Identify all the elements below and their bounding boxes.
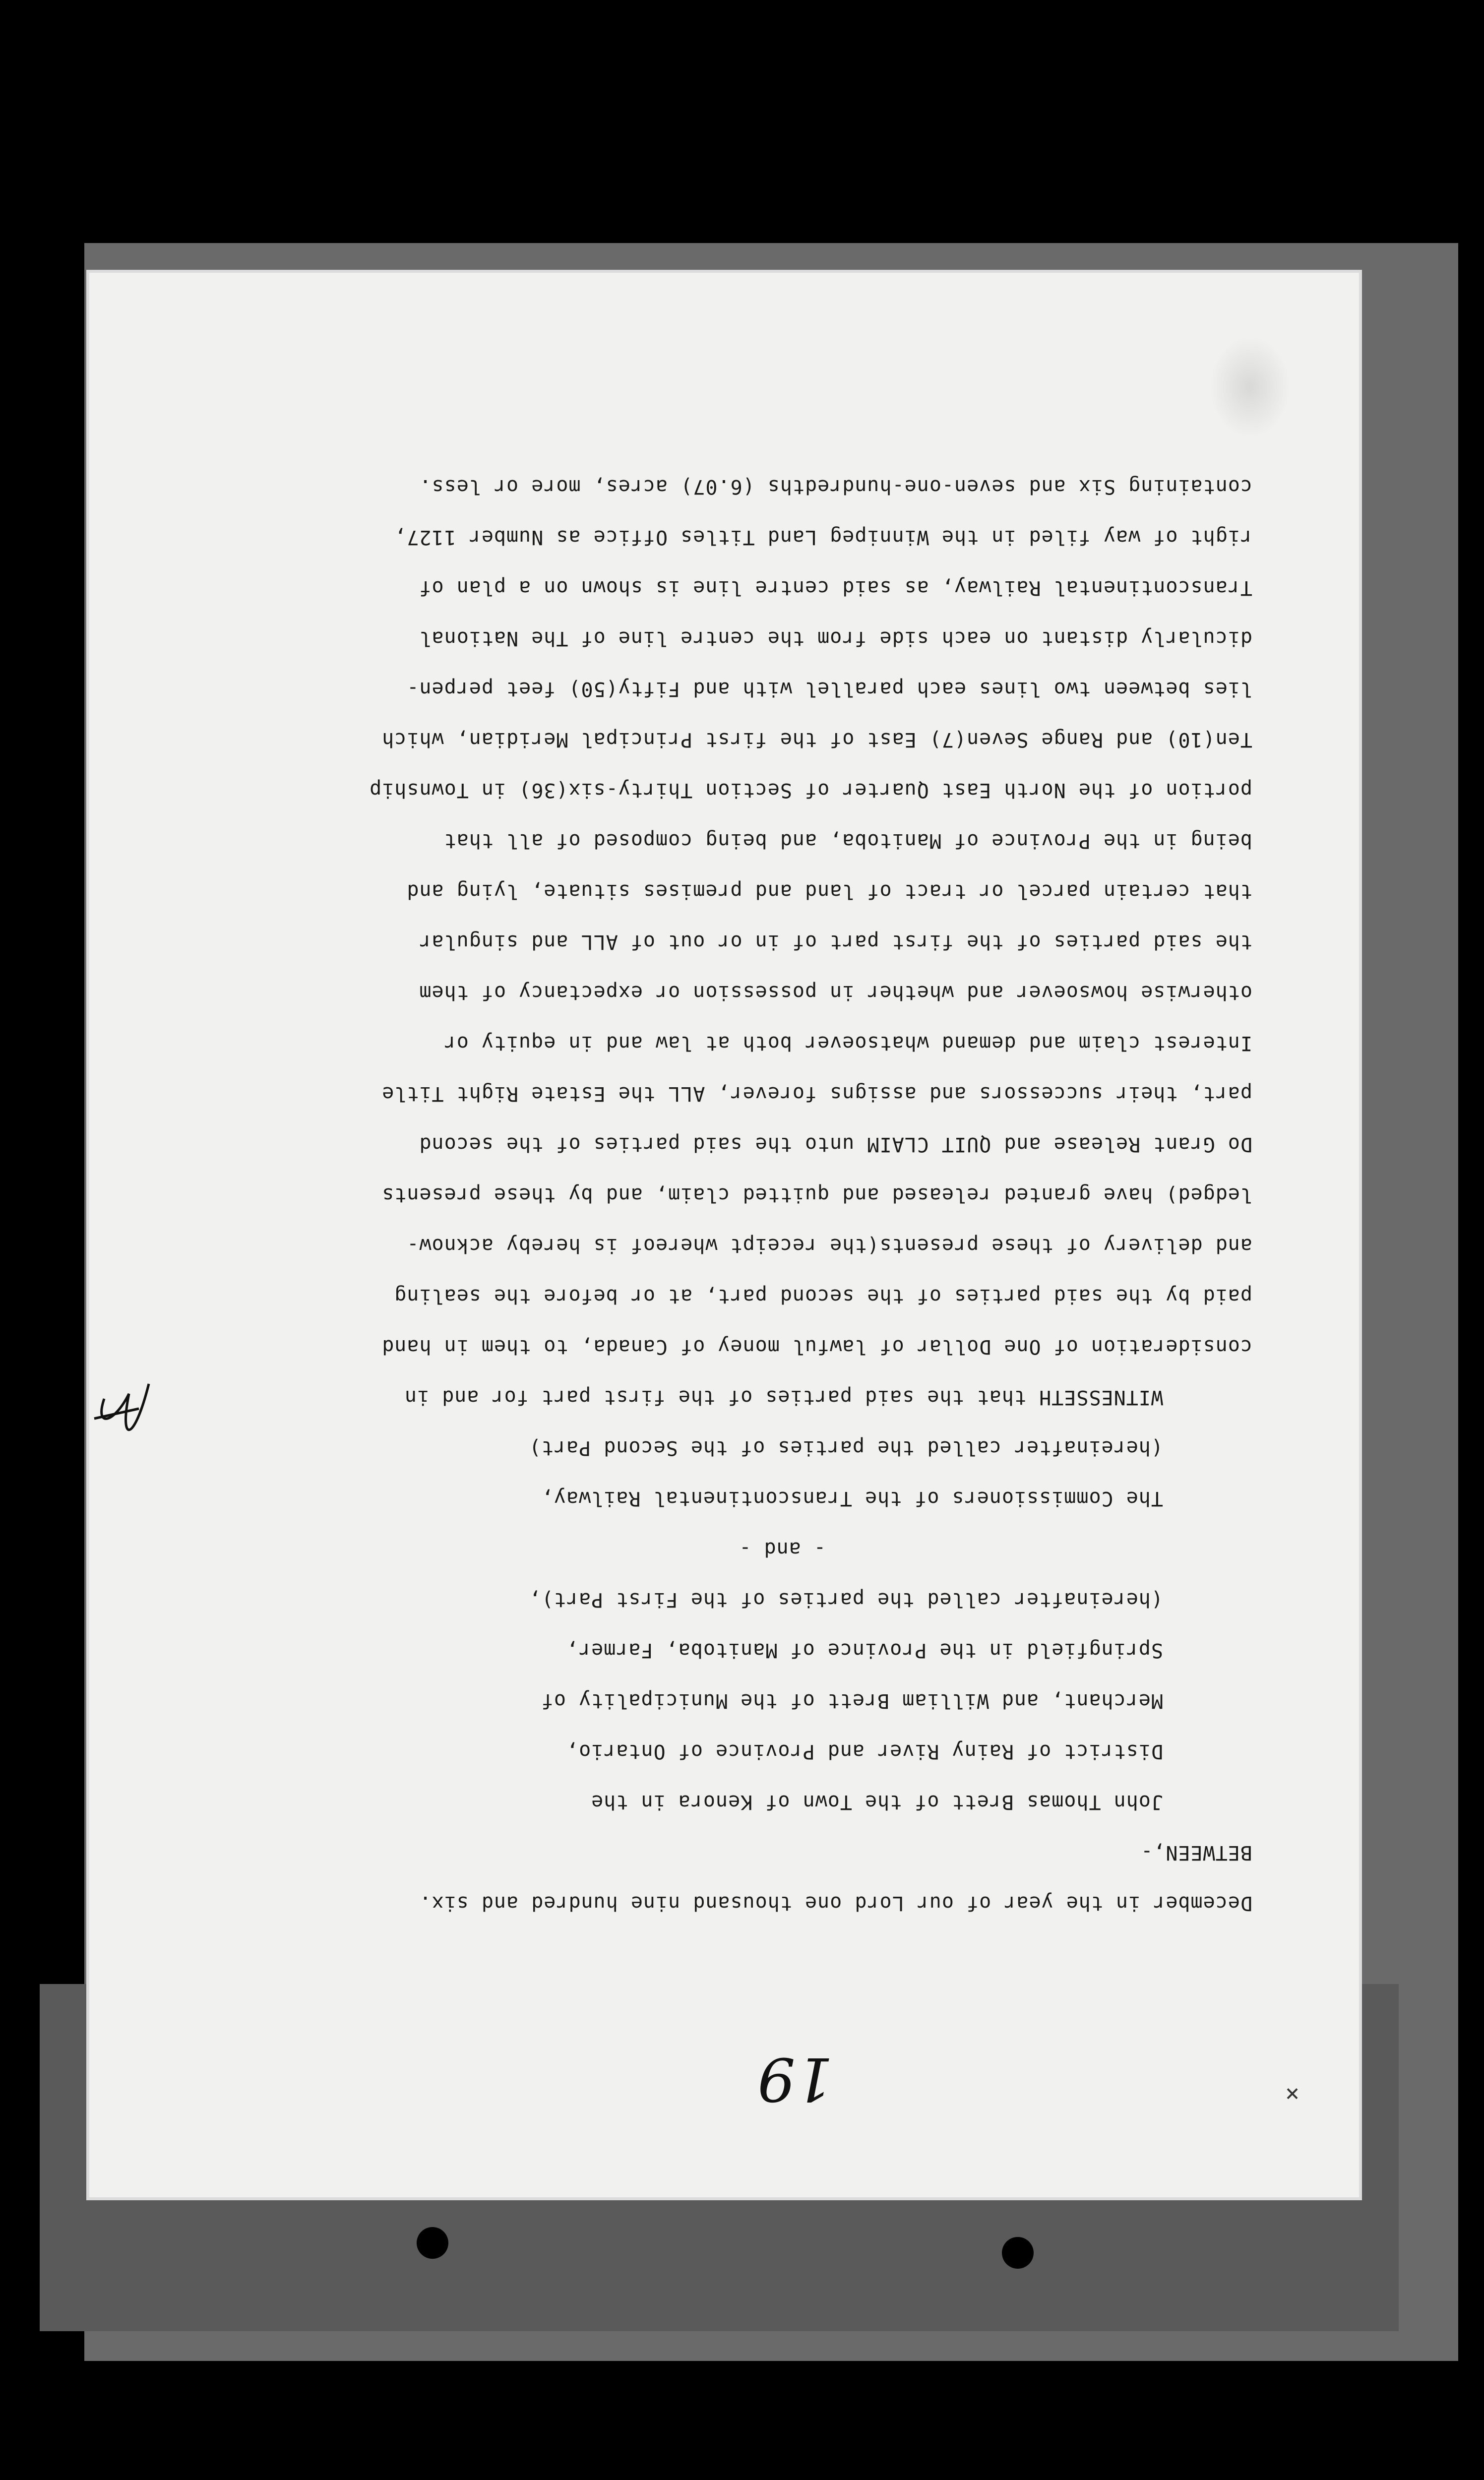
text-line: ledged) have granted released and quitted claim, and by these presents	[381, 1183, 1252, 1206]
margin-initials-signature	[89, 1369, 164, 1453]
text-line	[136, 1928, 1252, 1979]
binder-hole-left	[417, 2227, 448, 2259]
text-line: BETWEEN,-	[1140, 1841, 1252, 1864]
text-line: portion of the North East Quarter of Section Thirty-six(36) in Township	[369, 779, 1252, 802]
page-number: 19	[757, 2044, 833, 2113]
page-smudge	[1210, 337, 1290, 436]
document-page	[89, 273, 1359, 2197]
text-line: (hereinafter called the parties of the Second Part)	[528, 1436, 1163, 1459]
text-line: right of way filed in the Winnipeg Land Titles Office as Number 1127,	[394, 526, 1252, 549]
indenture-text	[136, 461, 1252, 1979]
text-line: part, their successors and assigns forever, ALL the Estate Right Title	[381, 1082, 1252, 1105]
text-line: and delivery of these presents(the receipt whereof is hereby acknow-	[406, 1234, 1252, 1257]
text-line: containing Six and seven-one-hundredths (6.07) acres, more or less.	[419, 475, 1252, 498]
text-line: Transcontinental Railway, as said centre line is shown on a plan of	[419, 576, 1252, 599]
text-line: otherwise howsoever and whether in possession or expectancy of them	[419, 981, 1252, 1004]
margin-mark: ×	[1285, 2080, 1299, 2108]
text-line: WITNESSETH that the said parties of the first part for and in	[404, 1386, 1163, 1409]
binder-hole-right	[1002, 2237, 1034, 2269]
text-line: consideration of One Dollar of lawful money of Canada, to them in hand	[381, 1335, 1252, 1358]
text-line: District of Rainy River and Province of Ontario,	[566, 1740, 1163, 1763]
text-line: December in the year of our Lord one thousand nine hundred and six.	[419, 1892, 1252, 1915]
text-line: dicularly distant on each side from the centre line of The National	[419, 627, 1252, 650]
text-line: - and -	[739, 1538, 826, 1560]
text-line: lies between two lines each parallel with and Fifty(50) feet perpen-	[406, 678, 1252, 700]
text-line: that certain parcel or tract of land and premises situate, lying and	[406, 880, 1252, 903]
text-line: the said parties of the first part of in or out of ALL and singular	[419, 930, 1252, 953]
text-line: Ten(10) and Range Seven(7) East of the first Principal Meridian, which	[381, 728, 1252, 751]
text-line: (hereinafter called the parties of the First Part),	[528, 1588, 1163, 1611]
text-line: paid by the said parties of the second part, at or before the sealing	[394, 1285, 1252, 1307]
text-line: Merchant, and William Brett of the Municipality of	[541, 1689, 1163, 1712]
text-line: John Thomas Brett of the Town of Kenora in the	[591, 1791, 1163, 1813]
text-line: being in the Province of Manitoba, and being composed of all that	[443, 829, 1252, 852]
rotated-content	[89, 273, 1359, 2197]
text-line: Do Grant Release and QUIT CLAIM unto the said parties of the second	[419, 1133, 1252, 1156]
text-line: Springfield in the Province of Manitoba, Farmer,	[566, 1639, 1163, 1662]
text-line: The Commissioners of the Transcontinental Railway,	[541, 1487, 1163, 1510]
text-line: Interest claim and demand whatsoever both at law and in equity or	[443, 1032, 1252, 1054]
